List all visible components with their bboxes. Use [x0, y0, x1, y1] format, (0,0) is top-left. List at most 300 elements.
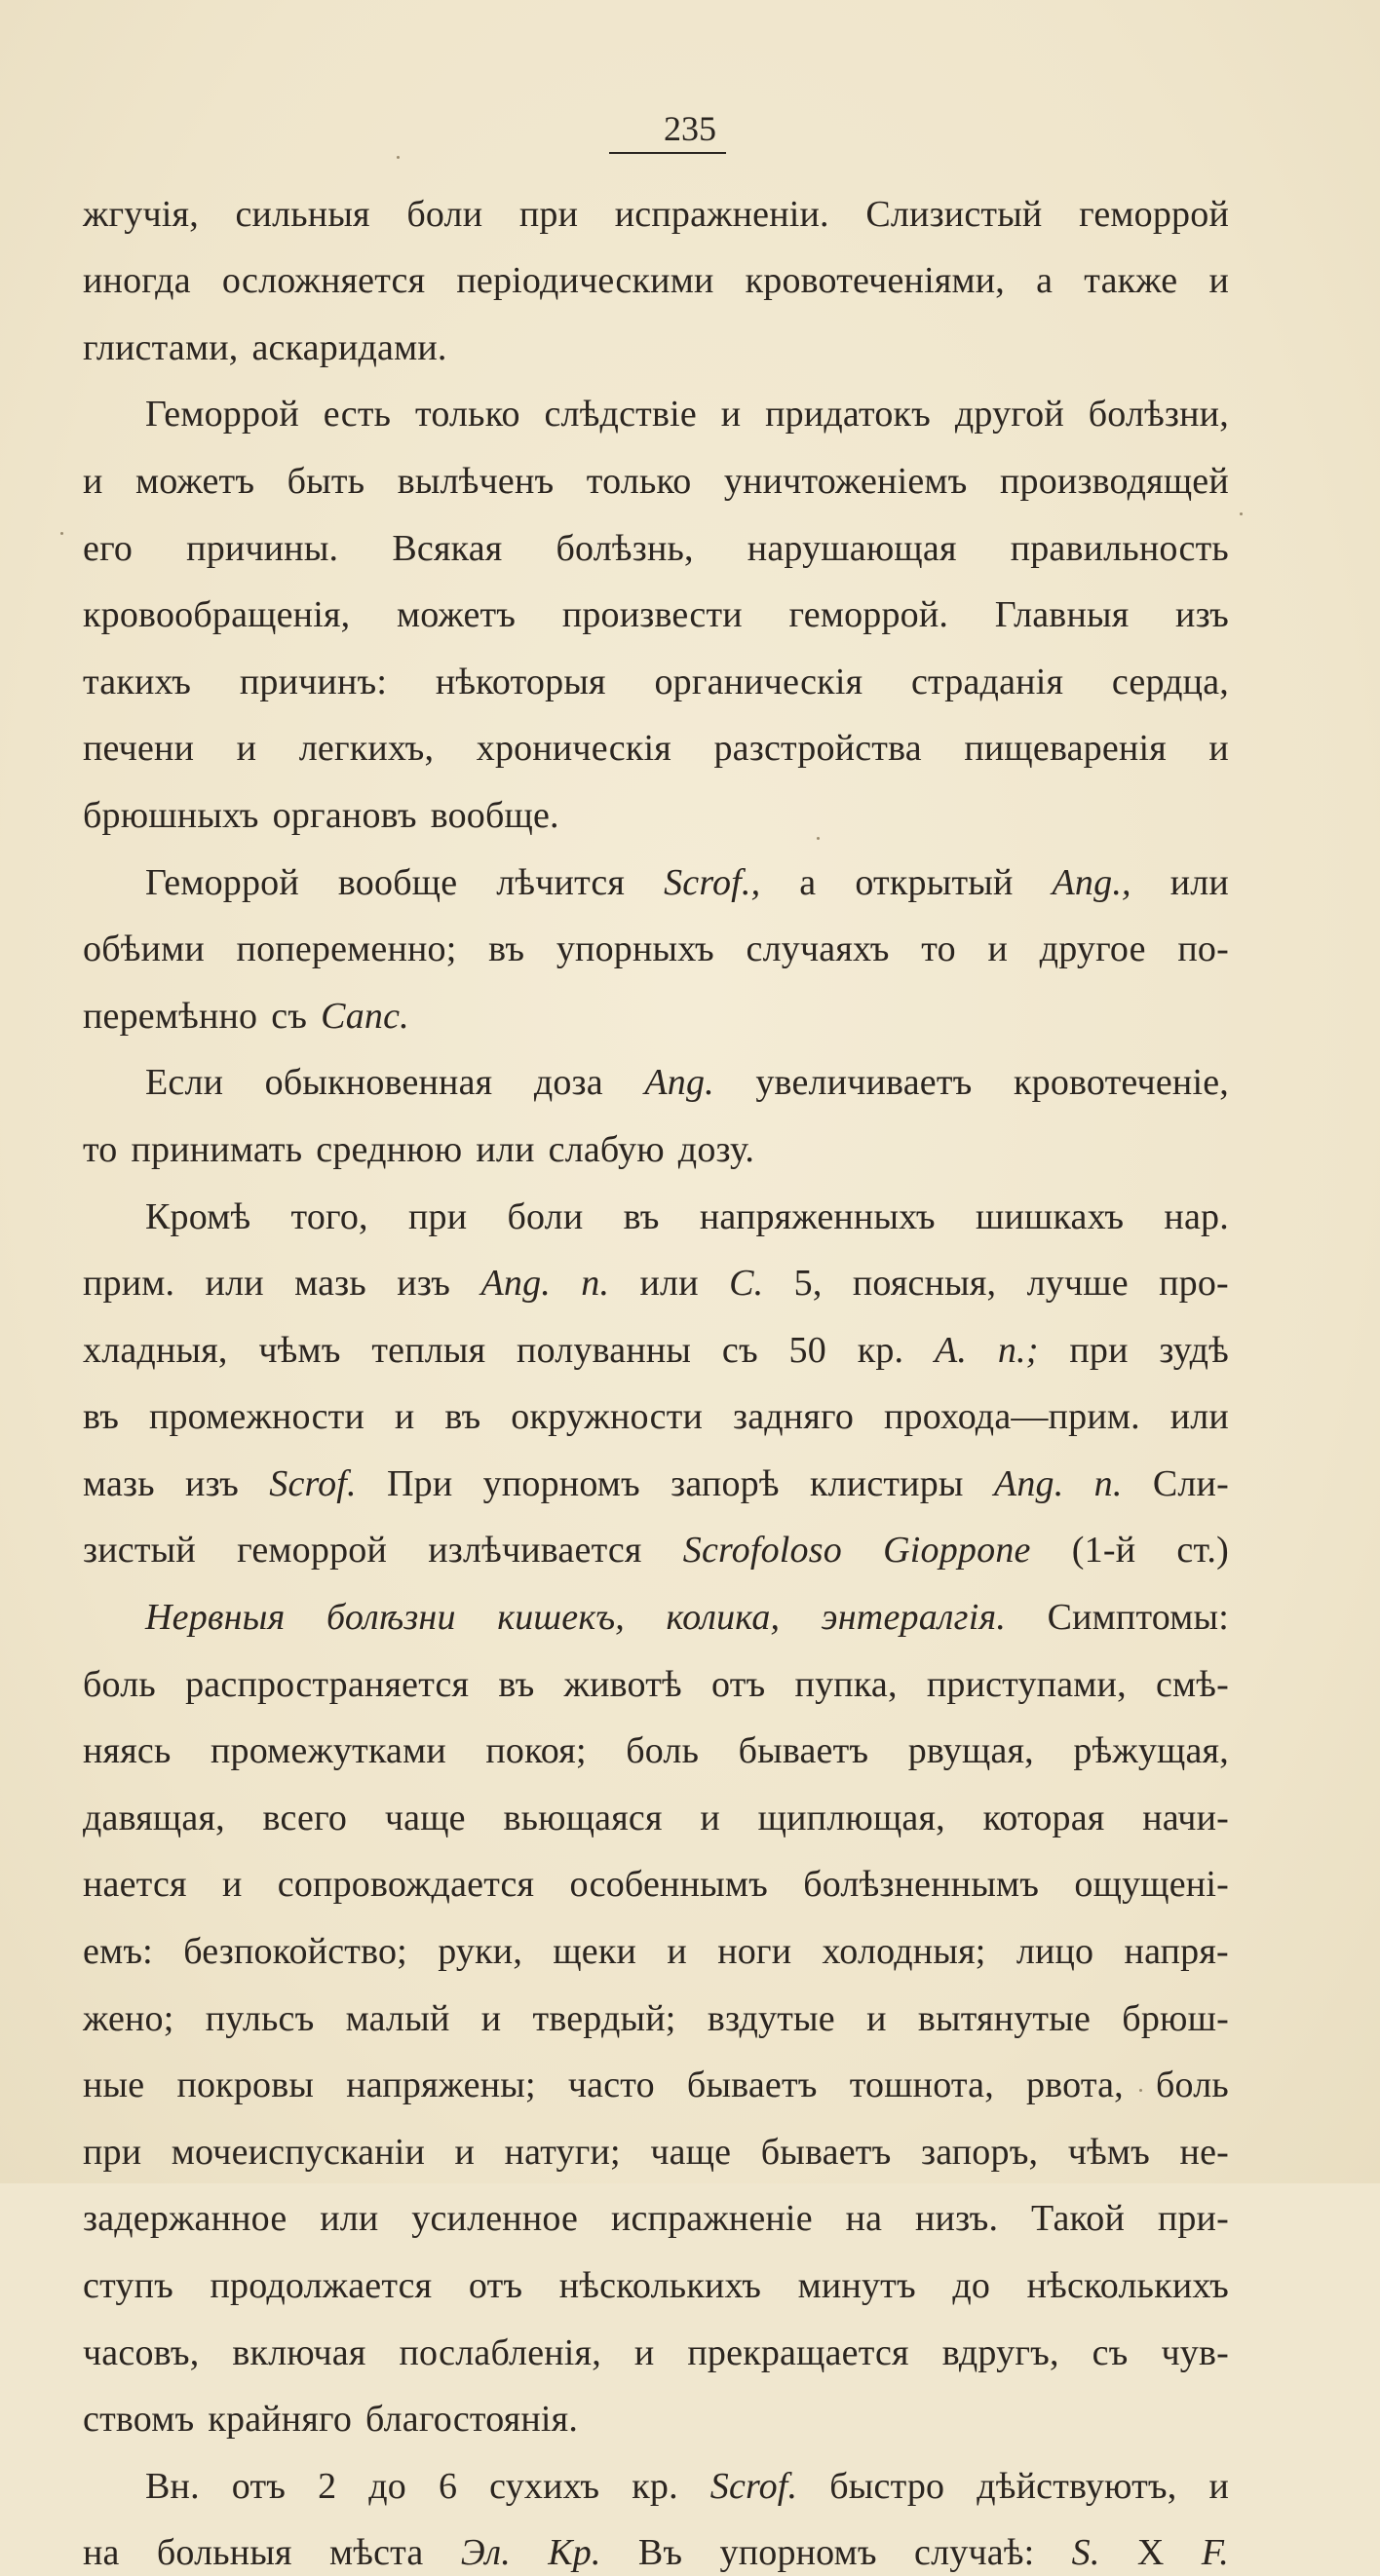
word: боль: [626, 1730, 700, 1772]
text-line: [83, 1975, 1229, 2042]
word: разстройства: [713, 728, 922, 770]
word: и: [394, 1396, 415, 1438]
text-line: [83, 972, 1229, 1040]
word: до: [368, 2465, 406, 2507]
word: F.: [1201, 2532, 1229, 2574]
text-line: [83, 638, 1229, 705]
word: геморрой: [1079, 193, 1229, 235]
word: минутъ: [797, 2265, 916, 2306]
word: (1-й: [1071, 1530, 1136, 1572]
word: брюш-: [1122, 1997, 1229, 2039]
word: напряжены;: [346, 2065, 536, 2106]
text-line: [83, 772, 1229, 839]
word: уничтоженіемъ: [723, 460, 968, 502]
word: перемѣнно: [83, 995, 258, 1037]
word: вылѣченъ: [397, 460, 555, 502]
word: Scrof.: [709, 2465, 798, 2507]
word: нается: [83, 1864, 187, 1906]
text-line: [83, 2108, 1229, 2176]
word: пульсъ: [205, 1997, 315, 2039]
word: болѣзни,: [1088, 394, 1229, 436]
word: при: [1069, 1329, 1129, 1371]
word: въ: [623, 1195, 660, 1237]
word: особеннымъ: [569, 1864, 768, 1906]
word: его: [83, 527, 134, 569]
word: а: [799, 861, 817, 903]
word: среднюю: [316, 1128, 463, 1170]
word: чѣмъ: [1067, 2131, 1151, 2173]
word: 5,: [793, 1263, 823, 1305]
word: приступами,: [926, 1663, 1127, 1705]
word: упорныхъ: [556, 928, 714, 970]
word: кишекъ,: [497, 1597, 625, 1639]
word: часовъ,: [83, 2331, 200, 2373]
word: вообще: [337, 861, 458, 903]
word: можетъ: [396, 594, 517, 636]
word: въ: [488, 928, 525, 970]
word: ноги: [717, 1931, 792, 1973]
word: и: [454, 2131, 476, 2173]
word: иногда: [83, 260, 191, 302]
word: упорномъ: [719, 2532, 877, 2574]
text-line: [83, 839, 1229, 906]
word: ступъ: [83, 2265, 173, 2306]
word: емъ:: [83, 1931, 153, 1973]
paper-speck: [397, 156, 400, 159]
word: и: [866, 1997, 887, 2039]
paper-speck: [1240, 512, 1243, 515]
word: Если: [145, 1062, 224, 1104]
word: не-: [1179, 2131, 1229, 2173]
word: или: [639, 1263, 699, 1305]
text-line: [83, 505, 1229, 572]
word: случаяхъ: [746, 928, 890, 970]
word: придатокъ: [765, 394, 932, 436]
word: только: [415, 394, 520, 436]
word: и: [480, 1997, 502, 2039]
text-line: [83, 1774, 1229, 1841]
word: напряженныхъ: [699, 1195, 936, 1237]
word: попеременно;: [236, 928, 457, 970]
word: ные: [83, 2065, 145, 2106]
word: упорномъ: [482, 1462, 640, 1504]
word: и: [1208, 728, 1229, 770]
word: и: [987, 928, 1008, 970]
text-line: [83, 1708, 1229, 1775]
word: тошнота,: [849, 2065, 994, 2106]
word: запорѣ: [671, 1462, 780, 1504]
word: часто: [567, 2065, 655, 2106]
word: или: [476, 1128, 535, 1170]
word: рѣжущая,: [1073, 1730, 1229, 1772]
word: мазь: [83, 1462, 155, 1504]
text-line: [83, 1507, 1229, 1574]
word: кр.: [857, 1329, 904, 1371]
text-line: [83, 1841, 1229, 1909]
word: няясь: [83, 1730, 172, 1772]
word: произвести: [561, 594, 743, 636]
word: съ: [271, 995, 308, 1037]
word: n.;: [997, 1329, 1039, 1371]
word: и: [633, 2331, 655, 2373]
word: Scrof.,: [664, 861, 761, 903]
word: Scrof.: [269, 1462, 357, 1504]
page-number: 235: [664, 109, 716, 148]
word: сильныя: [235, 193, 370, 235]
word: кр.: [632, 2465, 678, 2507]
word: изъ: [397, 1263, 451, 1305]
word: или: [1169, 1396, 1229, 1438]
word: крайняго: [208, 2399, 353, 2441]
word: 6: [438, 2465, 458, 2507]
word: мѣста: [328, 2532, 424, 2574]
word: Всякая: [392, 527, 503, 569]
word: прекращается: [687, 2331, 909, 2373]
text-line: [83, 170, 1229, 238]
word: пупка,: [794, 1663, 898, 1705]
text-line: [83, 2309, 1229, 2376]
text-line: [83, 1307, 1229, 1374]
text-line: [83, 705, 1229, 773]
word: съ: [721, 1329, 758, 1371]
word: клистиры: [809, 1462, 964, 1504]
word: или: [205, 1263, 264, 1305]
word: ствомъ: [83, 2399, 195, 2441]
word: нар.: [1164, 1195, 1229, 1237]
word: При: [387, 1462, 453, 1504]
word: распространяется: [185, 1663, 470, 1705]
word: полуванны: [517, 1329, 692, 1371]
word: обѣими: [83, 928, 205, 970]
word: Кромѣ: [145, 1195, 251, 1237]
word: усиленное: [411, 2198, 579, 2240]
word: 2: [318, 2465, 337, 2507]
word: легкихъ,: [298, 728, 435, 770]
word: Вн.: [145, 2465, 200, 2507]
word: энтералгія.: [821, 1597, 1007, 1639]
word: Главныя: [994, 594, 1130, 636]
word: при: [407, 1195, 468, 1237]
text-line: [83, 1440, 1229, 1507]
word: Такой: [1031, 2198, 1125, 2240]
word: отъ: [231, 2465, 287, 2507]
word: болѣзнь,: [556, 527, 694, 569]
word: органическія: [654, 661, 863, 702]
word: C.: [729, 1263, 764, 1305]
word: благостоянія.: [365, 2399, 579, 2441]
text-line: [83, 1908, 1229, 1975]
word: лѣчится: [496, 861, 626, 903]
word: періодическими: [456, 260, 714, 302]
word: аскаридами.: [251, 326, 447, 368]
word: чув-: [1161, 2331, 1229, 2373]
word: геморрой: [237, 1530, 388, 1572]
word: другое: [1039, 928, 1146, 970]
word: нѣкоторыя: [435, 661, 606, 702]
text-line: [83, 1240, 1229, 1307]
word: того,: [290, 1195, 368, 1237]
word: промежности: [148, 1396, 365, 1438]
word: бываетъ: [738, 1730, 869, 1772]
text-line: [83, 238, 1229, 305]
word: по-: [1177, 928, 1229, 970]
word: прохода—прим.: [883, 1396, 1140, 1438]
word: и: [83, 460, 103, 502]
word: сухихъ: [489, 2465, 600, 2507]
word: задержанное: [83, 2198, 288, 2240]
word: лицо: [1016, 1931, 1094, 1973]
text-line: [83, 1641, 1229, 1708]
word: въ: [83, 1396, 120, 1438]
text-line: [83, 2376, 1229, 2443]
word: нѣсколькихъ: [1026, 2265, 1229, 2306]
word: испражненіи.: [614, 193, 829, 235]
text-line: [83, 1374, 1229, 1441]
word: безпокойство;: [183, 1931, 407, 1973]
word: Сли-: [1152, 1462, 1229, 1504]
paper-speck: [60, 532, 63, 535]
word: производящей: [999, 460, 1229, 502]
word: жено;: [83, 1997, 174, 2039]
word: геморрой.: [788, 594, 949, 636]
word: Ang.,: [1052, 861, 1131, 903]
word: органовъ: [272, 794, 417, 836]
word: и: [1208, 2465, 1229, 2507]
word: или: [320, 2198, 379, 2240]
text-line: [83, 1040, 1229, 1107]
word: брюшныхъ: [83, 794, 259, 836]
word: животѣ: [563, 1663, 682, 1705]
word: и: [221, 1864, 243, 1906]
word: причины.: [186, 527, 339, 569]
word: включая: [232, 2331, 366, 2373]
word: страданія: [910, 661, 1064, 702]
word: и: [720, 394, 742, 436]
word: открытый: [855, 861, 1014, 903]
word: кровообращенія,: [83, 594, 351, 636]
word: на: [845, 2198, 883, 2240]
word: Gioppone: [883, 1530, 1031, 1572]
word: при: [83, 2131, 142, 2173]
word: до: [952, 2265, 991, 2306]
word: про-: [1159, 1263, 1229, 1305]
word: прим.: [83, 1263, 175, 1305]
word: доза: [533, 1062, 603, 1104]
word: чѣмъ: [258, 1329, 341, 1371]
word: лучше: [1026, 1263, 1129, 1305]
word: давящая,: [83, 1797, 225, 1838]
paper-speck: [1139, 2089, 1142, 2092]
word: Симптомы:: [1047, 1597, 1229, 1639]
text-line: [83, 1173, 1229, 1240]
word: пищеваренія: [964, 728, 1167, 770]
text-line: [83, 437, 1229, 505]
word: Canc.: [321, 995, 409, 1037]
word: въ: [444, 1396, 481, 1438]
text-line: [83, 304, 1229, 371]
word: окружности: [511, 1396, 704, 1438]
word: ощущені-: [1074, 1864, 1229, 1906]
word: запоръ,: [920, 2131, 1039, 2173]
word: также: [1084, 260, 1178, 302]
word: теплыя: [371, 1329, 486, 1371]
word: дѣйствуютъ,: [977, 2465, 1177, 2507]
word: продолжается: [210, 2265, 433, 2306]
word: чаще: [650, 2131, 732, 2173]
word: съ: [1092, 2331, 1129, 2373]
word: случаѣ:: [914, 2532, 1035, 2574]
word: кровотеченіями,: [745, 260, 1005, 302]
word: есть: [323, 394, 392, 436]
text-line: [83, 906, 1229, 973]
word: сопровождается: [277, 1864, 535, 1906]
text-line: [83, 2042, 1229, 2109]
word: быть: [287, 460, 365, 502]
word: которая: [982, 1797, 1105, 1838]
word: слѣдствіе: [544, 394, 697, 436]
word: всего: [262, 1797, 348, 1838]
word: и: [1208, 260, 1229, 302]
word: смѣ-: [1155, 1663, 1229, 1705]
word: Эл.: [460, 2532, 512, 2574]
word: или: [1169, 861, 1229, 903]
word: осложняется: [221, 260, 426, 302]
word: боли: [406, 193, 483, 235]
word: щеки: [553, 1931, 637, 1973]
word: мазь: [294, 1263, 366, 1305]
word: покоя;: [485, 1730, 587, 1772]
word: глистами,: [83, 326, 239, 368]
word: холодныя;: [822, 1931, 986, 1973]
word: то: [83, 1128, 118, 1170]
word: бываетъ: [686, 2065, 818, 2106]
word: вьющаяся: [503, 1797, 663, 1838]
word: X: [1136, 2532, 1165, 2574]
text-line: [83, 2510, 1229, 2576]
word: промежутками: [210, 1730, 446, 1772]
word: натуги;: [504, 2131, 621, 2173]
paper-speck: [817, 837, 820, 840]
word: 50: [788, 1329, 826, 1371]
word: въ: [498, 1663, 535, 1705]
word: и: [667, 1931, 687, 1973]
word: рвущая,: [907, 1730, 1034, 1772]
word: при-: [1157, 2198, 1229, 2240]
word: малый: [345, 1997, 450, 2039]
word: поясныя,: [852, 1263, 997, 1305]
word: боли: [507, 1195, 584, 1237]
word: только: [586, 460, 692, 502]
word: Геморрой: [145, 394, 299, 436]
word: Ang.: [644, 1062, 714, 1104]
word: вдругъ,: [941, 2331, 1059, 2373]
text-line: [83, 2443, 1229, 2510]
word: и: [700, 1797, 720, 1838]
word: обыкновенная: [264, 1062, 493, 1104]
word: зудѣ: [1159, 1329, 1229, 1371]
word: нѣсколькихъ: [558, 2265, 762, 2306]
word: зистый: [83, 1530, 196, 1572]
word: боль: [1155, 2065, 1229, 2106]
word: Слизистый: [865, 193, 1043, 235]
word: A.: [934, 1329, 968, 1371]
word: больныя: [156, 2532, 292, 2574]
text-line: [83, 2176, 1229, 2243]
word: Нервныя: [145, 1597, 286, 1639]
word: а: [1036, 260, 1054, 302]
word: жгучія,: [83, 193, 199, 235]
word: отъ: [711, 1663, 766, 1705]
word: боль: [83, 1663, 156, 1705]
word: Геморрой: [145, 861, 299, 903]
word: рвота,: [1026, 2065, 1124, 2106]
word: вздутые: [707, 1997, 835, 2039]
text-line: [83, 371, 1229, 438]
text-line: [83, 572, 1229, 639]
text-line: [83, 1106, 1229, 1173]
word: покровы: [176, 2065, 315, 2106]
word: вообще.: [430, 794, 559, 836]
word: дозу.: [677, 1128, 755, 1170]
word: шишкахъ: [976, 1195, 1125, 1237]
word: задняго: [732, 1396, 855, 1438]
word: слабую: [548, 1128, 665, 1170]
word: твердый;: [532, 1997, 676, 2039]
word: принимать: [131, 1128, 303, 1170]
body-text: [83, 170, 1229, 2576]
word: Ang.: [993, 1462, 1064, 1504]
text-line: [83, 2242, 1229, 2309]
word: мочеиспусканіи: [171, 2131, 426, 2173]
word: болѣзненнымъ: [803, 1864, 1040, 1906]
word: низъ.: [915, 2198, 999, 2240]
word: сердца,: [1111, 661, 1229, 702]
word: ст.): [1176, 1530, 1229, 1572]
word: n.: [581, 1263, 610, 1305]
word: руки,: [438, 1931, 523, 1973]
word: послабленія,: [399, 2331, 601, 2373]
word: вытянутые: [917, 1997, 1092, 2039]
word: излѣчивается: [428, 1530, 642, 1572]
word: Ang.: [480, 1263, 551, 1305]
word: отъ: [468, 2265, 523, 2306]
word: n.: [1093, 1462, 1123, 1504]
word: S.: [1071, 2532, 1100, 2574]
word: хроническія: [476, 728, 671, 770]
word: болѣзни: [326, 1597, 456, 1639]
word: при: [518, 193, 579, 235]
word: чаще: [384, 1797, 466, 1838]
word: причинъ:: [239, 661, 388, 702]
word: Кр.: [548, 2532, 601, 2574]
word: испражненіе: [610, 2198, 813, 2240]
word: бываетъ: [760, 2131, 892, 2173]
text-line: [83, 1573, 1229, 1641]
word: щиплющая,: [757, 1797, 945, 1838]
word: правильность: [1010, 527, 1229, 569]
word: печени: [83, 728, 195, 770]
word: кровотеченіе,: [1013, 1062, 1229, 1104]
word: напря-: [1124, 1931, 1229, 1973]
word: на: [83, 2532, 120, 2574]
word: можетъ: [135, 460, 255, 502]
word: начи-: [1142, 1797, 1229, 1838]
word: изъ: [1175, 594, 1229, 636]
word: хладныя,: [83, 1329, 228, 1371]
word: быстро: [829, 2465, 945, 2507]
word: другой: [954, 394, 1064, 436]
word: и: [236, 728, 257, 770]
